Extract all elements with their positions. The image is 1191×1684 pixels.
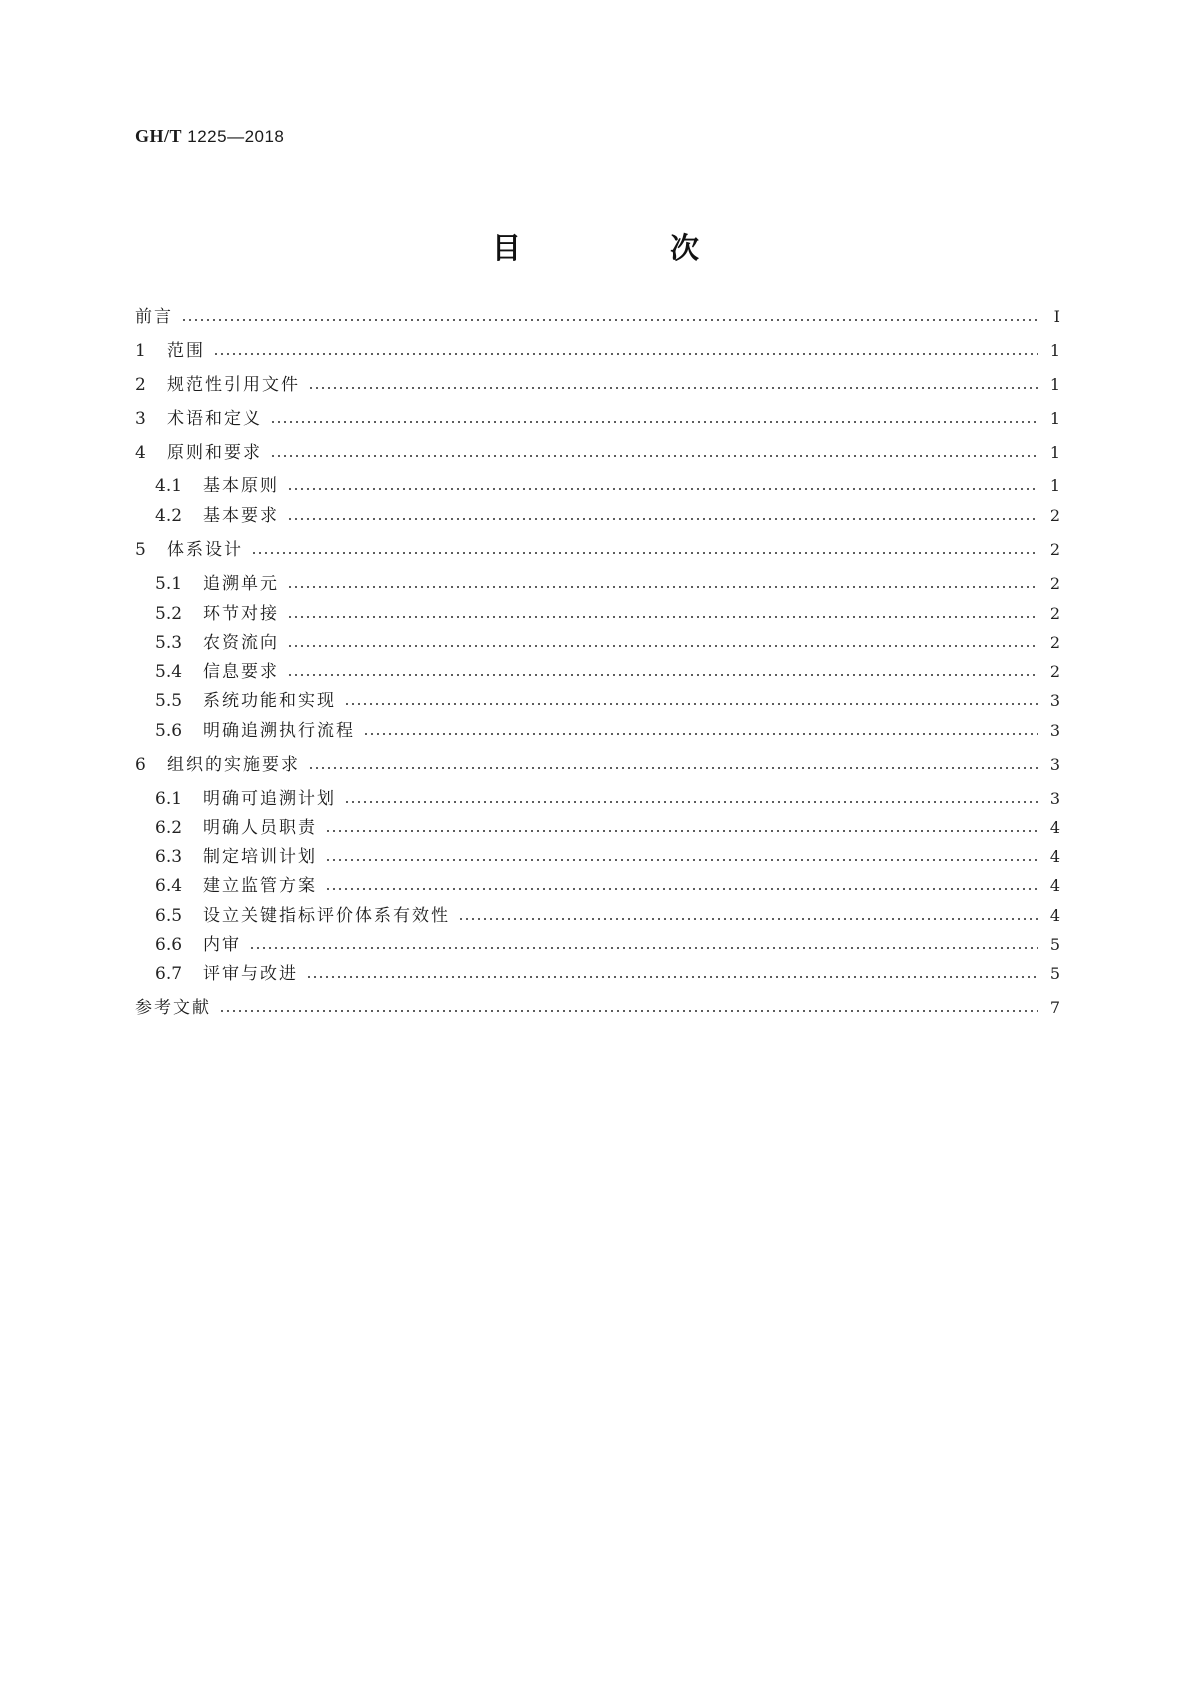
toc-entry-number: 6: [135, 755, 146, 775]
toc-entry[interactable]: [135, 752, 1060, 778]
toc-entry-label: 评审与改进: [203, 964, 298, 984]
dot-leader: [287, 473, 1038, 499]
toc-entry-number: 6.5: [155, 906, 183, 926]
toc-entry-page-number: 4: [1049, 876, 1060, 895]
dot-leader: [306, 961, 1038, 987]
toc-entry-page-number: 4: [1049, 906, 1060, 925]
toc-entry-number: 4: [135, 443, 146, 463]
toc-entry-label: 体系设计: [167, 540, 243, 560]
dot-leader: [287, 659, 1038, 685]
toc-entry-page-number: 2: [1049, 604, 1060, 623]
toc-entry[interactable]: [155, 473, 1060, 499]
toc-entry-number: 5.4: [155, 662, 183, 682]
toc-entry[interactable]: [155, 932, 1060, 958]
dot-leader: [308, 752, 1038, 778]
toc-entry-page-number: 2: [1049, 506, 1060, 525]
toc-entry-label: 规范性引用文件: [167, 375, 300, 395]
toc-entry-page-number: 4: [1049, 847, 1060, 866]
toc-entry[interactable]: [155, 571, 1060, 597]
toc-entry[interactable]: [135, 372, 1060, 398]
toc-entry-page-number: 5: [1049, 935, 1060, 954]
toc-entry-page-number: 3: [1049, 721, 1060, 740]
dot-leader: [308, 372, 1038, 398]
standard-number: 1225—2018: [187, 127, 285, 146]
toc-entry[interactable]: [135, 304, 1060, 330]
toc-entry[interactable]: [155, 961, 1060, 987]
toc-entry-label: 术语和定义: [167, 409, 262, 429]
dot-leader: [287, 571, 1038, 597]
dot-leader: [325, 815, 1038, 841]
toc-entry-number: 5.5: [155, 691, 183, 711]
toc-entry-number: 6.3: [155, 847, 183, 867]
dot-leader: [287, 503, 1038, 529]
toc-entry[interactable]: [135, 537, 1060, 563]
toc-entry-page-number: 3: [1049, 691, 1060, 710]
toc-entry-page-number: 1: [1049, 341, 1060, 360]
toc-entry-label: 基本原则: [203, 476, 279, 496]
dot-leader: [213, 338, 1038, 364]
toc-entry-page-number: I: [1053, 307, 1060, 326]
toc-entry-label: 参考文献: [135, 998, 211, 1018]
toc-entry[interactable]: [155, 503, 1060, 529]
dot-leader: [251, 537, 1038, 563]
dot-leader: [325, 873, 1038, 899]
toc-entry-label: 环节对接: [203, 604, 279, 624]
toc-entry-label: 明确可追溯计划: [203, 789, 336, 809]
toc-entry-label: 前言: [135, 307, 173, 327]
toc-entry-label: 明确人员职责: [203, 818, 317, 838]
toc-entry-number: 6.6: [155, 935, 183, 955]
toc-entry-label: 农资流向: [203, 633, 279, 653]
dot-leader: [270, 440, 1038, 466]
toc-entry-label: 内审: [203, 935, 241, 955]
toc-entry-page-number: 3: [1049, 789, 1060, 808]
toc-entry-label: 范围: [167, 341, 205, 361]
toc-entry-label: 基本要求: [203, 506, 279, 526]
toc-entry-page-number: 2: [1049, 633, 1060, 652]
toc-entry-label: 原则和要求: [167, 443, 262, 463]
toc-entry-page-number: 1: [1049, 409, 1060, 428]
toc-entry-page-number: 1: [1049, 476, 1060, 495]
toc-entry[interactable]: [135, 406, 1060, 432]
toc-entry-page-number: 7: [1049, 998, 1060, 1017]
toc-entry-page-number: 2: [1049, 574, 1060, 593]
toc-entry-page-number: 4: [1049, 818, 1060, 837]
toc-entry-number: 3: [135, 409, 146, 429]
toc-entry-label: 信息要求: [203, 662, 279, 682]
toc-entry[interactable]: [155, 873, 1060, 899]
toc-entry-number: 6.4: [155, 876, 183, 896]
toc-entry[interactable]: [155, 844, 1060, 870]
standard-prefix: GH/T: [135, 126, 183, 146]
dot-leader: [219, 995, 1038, 1021]
toc-entry[interactable]: [155, 815, 1060, 841]
toc-entry-label: 制定培训计划: [203, 847, 317, 867]
toc-entry-number: 6.1: [155, 789, 183, 809]
toc-entry-number: 5: [135, 540, 146, 560]
dot-leader: [287, 601, 1038, 627]
dot-leader: [270, 406, 1038, 432]
toc-entry[interactable]: [155, 601, 1060, 627]
page-title: 目 次: [491, 231, 759, 265]
dot-leader: [344, 688, 1038, 714]
dot-leader: [287, 630, 1038, 656]
toc-entry-label: 建立监管方案: [203, 876, 317, 896]
toc-entry-number: 1: [135, 341, 146, 361]
toc-entry[interactable]: [135, 995, 1060, 1021]
toc-entry-number: 5.3: [155, 633, 183, 653]
toc-entry-page-number: 2: [1049, 662, 1060, 681]
dot-leader: [181, 304, 1038, 330]
toc-entry-number: 4.1: [155, 476, 183, 496]
toc-entry-number: 5.1: [155, 574, 183, 594]
standard-code: [135, 126, 284, 147]
toc-entry-number: 6.2: [155, 818, 183, 838]
toc-entry-page-number: 3: [1049, 755, 1060, 774]
toc-entry[interactable]: [155, 659, 1060, 685]
toc-entry-label: 追溯单元: [203, 574, 279, 594]
toc-entry-number: 5.2: [155, 604, 183, 624]
dot-leader: [344, 786, 1038, 812]
dot-leader: [458, 903, 1038, 929]
toc-entry[interactable]: [155, 718, 1060, 744]
toc-entry-page-number: 2: [1049, 540, 1060, 559]
dot-leader: [363, 718, 1038, 744]
toc-entry-label: 明确追溯执行流程: [203, 721, 355, 741]
toc-entry-label: 设立关键指标评价体系有效性: [203, 906, 450, 926]
toc-entry-label: 系统功能和实现: [203, 691, 336, 711]
toc-entry-number: 2: [135, 375, 146, 395]
dot-leader: [325, 844, 1038, 870]
toc-entry-page-number: 5: [1049, 964, 1060, 983]
toc-entry[interactable]: [155, 903, 1060, 929]
toc-entry-number: 5.6: [155, 721, 183, 741]
toc-entry[interactable]: [135, 338, 1060, 364]
toc-entry[interactable]: [135, 440, 1060, 466]
dot-leader: [249, 932, 1038, 958]
toc-entry-number: 4.2: [155, 506, 183, 526]
toc-entry-label: 组织的实施要求: [167, 755, 300, 775]
toc-entry-page-number: 1: [1049, 375, 1060, 394]
toc-entry[interactable]: [155, 786, 1060, 812]
toc-entry-number: 6.7: [155, 964, 183, 984]
toc-entry[interactable]: [155, 688, 1060, 714]
toc-entry-page-number: 1: [1049, 443, 1060, 462]
toc-entry[interactable]: [155, 630, 1060, 656]
